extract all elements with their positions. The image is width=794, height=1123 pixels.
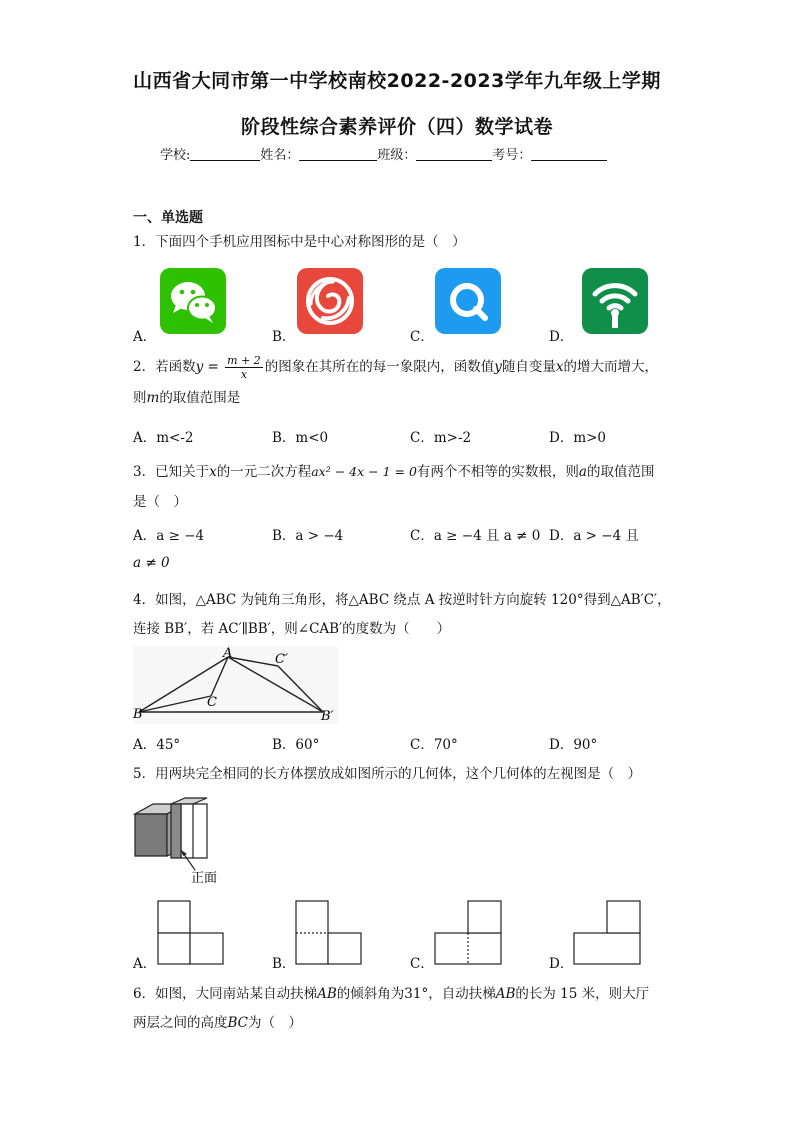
- q2-text-c: 随自变量: [501, 359, 556, 375]
- q3-text-c: 有两个不相等的实数根，则: [416, 464, 579, 480]
- q3-var-a: a: [578, 464, 587, 480]
- q6-line2-a: 两层之间的高度: [133, 1015, 228, 1031]
- wechat-icon: [160, 268, 226, 334]
- question-4-line2: 连接 BB′，若 AC′∥BB′，则∠CAB′的度数为（ ）: [133, 621, 451, 637]
- q3-equation: ax² − 4x − 1 = 0: [311, 464, 417, 479]
- question-6-line2: [133, 1013, 302, 1033]
- q6-text-c: ，自动扶梯: [428, 986, 496, 1002]
- question-2-line2: [133, 388, 240, 408]
- weibo-swirl-icon: [297, 268, 363, 334]
- label-c: C: [207, 695, 217, 710]
- q4-option-c[interactable]: C．70°: [410, 737, 458, 753]
- label-b-prime: B′: [321, 709, 334, 724]
- q4-option-b[interactable]: B．60°: [272, 737, 320, 753]
- label-c-prime: C′: [275, 652, 288, 667]
- q3-var-x: x: [209, 464, 217, 480]
- q2-var-m: m: [146, 390, 160, 406]
- label-a: A: [223, 646, 233, 661]
- q2-var-x: x: [555, 359, 564, 375]
- q2-var-y2: y: [494, 359, 502, 375]
- q3-option-a[interactable]: A．a ≥ −4: [133, 528, 205, 544]
- q2-option-b[interactable]: B．m<0: [272, 430, 329, 446]
- q1-option-a[interactable]: A．: [133, 329, 157, 345]
- q4-triangle-figure: [133, 646, 338, 724]
- q5-option-c-view: [434, 900, 504, 966]
- q5-option-d[interactable]: D．: [549, 956, 574, 972]
- q3-option-d[interactable]: D．a > −4 且: [549, 528, 639, 544]
- q2-eq: =: [203, 359, 224, 375]
- q2-text-b: 的图象在其所在的每一象限内，函数值: [264, 359, 495, 375]
- q2-line2-b: 的取值范围是: [159, 390, 241, 406]
- q5-option-b-view: [295, 900, 363, 966]
- class-label: 班级：: [377, 148, 417, 163]
- q6-var-bc: BC: [227, 1015, 249, 1031]
- q6-text-a: 6．如图，大同南站某自动扶梯: [133, 986, 318, 1002]
- q3-option-d-continued: a ≠ 0: [133, 555, 170, 571]
- question-6-line1: [133, 984, 649, 1004]
- q2-option-c[interactable]: C．m>-2: [410, 430, 472, 446]
- question-1-stem: 1．下面四个手机应用图标中是中心对称图形的是（ ）: [133, 234, 466, 250]
- q2-fraction: [225, 354, 263, 381]
- q6-var-ab: AB: [317, 986, 337, 1002]
- q2-text-a: 2．若函数: [133, 359, 196, 375]
- q3-option-b[interactable]: B．a > −4: [272, 528, 344, 544]
- q2-text-d: 的增大而增大，: [563, 359, 659, 375]
- q6-line2-b: 为（ ）: [248, 1015, 303, 1031]
- q2-var-y: y: [195, 359, 204, 375]
- q6-var-ab-2: AB: [495, 986, 516, 1002]
- q4-option-a[interactable]: A．45°: [133, 737, 181, 753]
- q5-option-c[interactable]: C．: [410, 956, 434, 972]
- q2-frac-num: m + 2: [227, 354, 261, 367]
- q1-option-d[interactable]: D．: [549, 329, 574, 345]
- q6-text-d: 的长为 15 米，则大厅: [515, 986, 650, 1002]
- student-info-row: [160, 144, 607, 163]
- title-line-1: 山西省大同市第一中学校南校2022-2023学年九年级上学期: [133, 70, 661, 92]
- q3-text-a: 3．已知关于: [133, 464, 210, 480]
- q4-option-d[interactable]: D．90°: [549, 737, 598, 753]
- q2-frac-den: x: [240, 368, 248, 381]
- q5-option-a-view: [157, 900, 225, 966]
- title-line-2: 阶段性综合素养评价（四）数学试卷: [240, 116, 553, 138]
- wifi-pin-icon: [582, 268, 648, 334]
- id-blank[interactable]: [531, 148, 607, 161]
- q5-solid-figure: [133, 796, 233, 888]
- q6-angle: 31°: [404, 986, 429, 1002]
- name-blank[interactable]: [299, 148, 377, 161]
- q3-text-b: 的一元二次方程: [216, 464, 312, 480]
- q5-option-b[interactable]: B．: [272, 956, 296, 972]
- q2-option-d[interactable]: D．m>0: [549, 430, 607, 446]
- question-3-stem: [133, 462, 654, 482]
- search-q-icon: [435, 268, 501, 334]
- front-label: 正面: [191, 871, 218, 886]
- section-title: 一、单选题: [133, 210, 203, 226]
- name-label: 姓名：: [260, 148, 300, 163]
- q5-option-d-view: [573, 900, 643, 966]
- q6-text-b: 的倾斜角为: [336, 986, 405, 1002]
- q1-option-c[interactable]: C．: [410, 329, 434, 345]
- label-b: B: [133, 707, 143, 722]
- school-label: 学校:: [160, 148, 191, 163]
- q2-line2-a: 则: [133, 390, 147, 406]
- id-label: 考号：: [492, 148, 532, 163]
- q2-option-a[interactable]: A．m<-2: [133, 430, 194, 446]
- question-5-stem: 5．用两块完全相同的长方体摆放成如图所示的几何体，这个几何体的左视图是（ ）: [133, 766, 642, 782]
- q5-option-a[interactable]: A．: [133, 956, 157, 972]
- q3-text-d: 的取值范围: [586, 464, 655, 480]
- q3-option-c[interactable]: C．a ≥ −4 且 a ≠ 0: [410, 528, 541, 544]
- class-blank[interactable]: [416, 148, 492, 161]
- school-blank[interactable]: [190, 148, 260, 161]
- q1-option-b[interactable]: B．: [272, 329, 296, 345]
- question-3-line2: 是（ ）: [133, 494, 187, 510]
- question-2-stem: [133, 354, 658, 381]
- question-4-line1: 4．如图，△ABC 为钝角三角形，将△ABC 绕点 A 按逆时针方向旋转 120°得到△AB′C′，: [133, 592, 671, 608]
